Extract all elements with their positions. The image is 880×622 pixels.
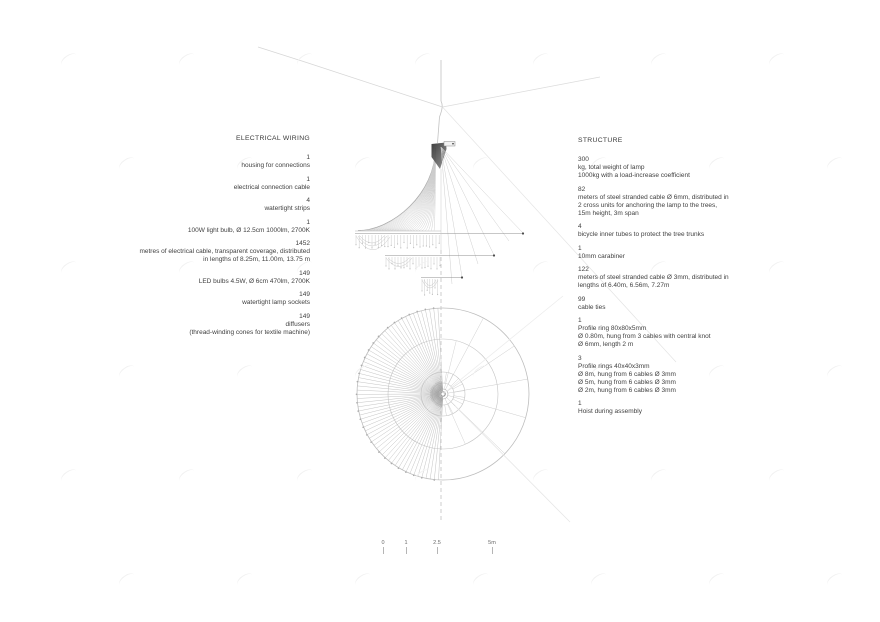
- spec-item: [578, 266, 808, 290]
- spec-line: meters of steel stranded cable Ø 6mm, distributed in: [578, 193, 729, 201]
- spec-line: diffusers: [285, 320, 310, 328]
- spec-line: cable ties: [578, 303, 606, 311]
- scale-tick-mark: [437, 547, 438, 554]
- spec-item: [110, 197, 310, 213]
- scale-tick: [422, 540, 452, 554]
- scale-tick: [391, 540, 421, 554]
- spec-item: [578, 400, 808, 416]
- spec-line: 100W light bulb, Ø 12.5cm 1000lm, 2700K: [187, 226, 310, 234]
- spec-line: Profile rings 40x40x3mm: [578, 362, 650, 370]
- spec-item: [578, 355, 808, 395]
- spec-item: [110, 154, 310, 170]
- scale-tick-label: 2.5: [433, 540, 441, 546]
- electrical-wiring-column: [110, 135, 310, 342]
- spec-line: Profile ring 80x80x5mm: [578, 325, 647, 332]
- spec-quantity: 149: [299, 291, 310, 298]
- spec-item: [110, 270, 310, 286]
- spec-item: [578, 223, 808, 239]
- scale-tick-mark: [383, 547, 384, 554]
- spec-line: Ø 5m, hung from 6 cables Ø 3mm: [578, 378, 676, 386]
- spec-line: meters of steel stranded cable Ø 3mm, distributed in: [578, 274, 729, 281]
- spec-line: housing for connections: [241, 162, 310, 169]
- spec-list-electrical: [110, 154, 310, 337]
- spec-line: Ø 8m, hung from 6 cables Ø 3mm: [578, 370, 676, 378]
- spec-quantity: 4: [578, 223, 582, 230]
- spec-quantity: 1452: [295, 240, 310, 247]
- spec-line: in lengths of 8.25m, 11.00m, 13.75 m: [203, 256, 310, 263]
- scale-tick-label: 5m: [488, 540, 496, 546]
- spec-quantity: 300: [578, 156, 589, 163]
- spec-line: LED bulbs 4.5W, Ø 6cm 470lm, 2700K: [198, 277, 310, 285]
- spec-line: Hoist during assembly: [578, 408, 642, 415]
- spec-item: [578, 245, 808, 261]
- spec-quantity: 1: [306, 175, 310, 183]
- spec-quantity: 122: [578, 266, 589, 273]
- spec-line: electrical connection cable: [233, 183, 310, 191]
- column-title-structure: STRUCTURE: [578, 137, 623, 144]
- spec-item: [110, 176, 310, 192]
- lamp-elevation-view: [355, 142, 524, 296]
- spec-quantity: 99: [578, 295, 586, 303]
- spec-quantity: 1: [578, 244, 582, 252]
- spec-line: bicycle inner tubes to protect the tree trunks: [578, 231, 705, 238]
- scale-tick-mark: [492, 547, 493, 554]
- lamp-plan-view: [356, 296, 570, 522]
- spec-line: 2 cross units for anchoring the lamp to the trees,: [578, 201, 718, 209]
- column-title-electrical: ELECTRICAL WIRING: [236, 135, 310, 142]
- spec-quantity: 1: [578, 317, 582, 324]
- spec-item: [578, 296, 808, 312]
- spec-item: [578, 186, 808, 218]
- spec-line: watertight strips: [264, 205, 310, 212]
- spec-line: Ø 2m, hung from 6 cables Ø 3mm: [578, 386, 676, 394]
- spec-quantity: 1: [578, 400, 582, 407]
- spec-quantity: 1: [306, 218, 310, 226]
- spec-item: [110, 313, 310, 337]
- spec-quantity: 1: [306, 154, 310, 161]
- spec-list-structure: [578, 156, 808, 416]
- spec-quantity: 3: [578, 354, 582, 362]
- spec-line: 1000kg with a load-increase coefficient: [578, 172, 690, 179]
- scale-tick-label: 1: [404, 540, 408, 546]
- scale-tick-mark: [406, 547, 407, 554]
- spec-quantity: 4: [306, 197, 310, 204]
- structure-column: [578, 137, 808, 422]
- scale-tick: [477, 540, 507, 554]
- spec-quantity: 149: [299, 269, 310, 277]
- spec-quantity: 149: [299, 312, 310, 320]
- spec-item: [110, 219, 310, 235]
- spec-item: [110, 240, 310, 264]
- spec-item: [578, 156, 808, 180]
- spec-line: kg, total weight of lamp: [578, 164, 645, 171]
- scale-tick-label: 0: [381, 540, 385, 546]
- spec-item: [578, 317, 808, 349]
- spec-line: 15m height, 3m span: [578, 209, 639, 217]
- spec-line: watertight lamp sockets: [242, 299, 310, 306]
- spec-line: metres of electrical cable, transparent coverage, distributed: [139, 248, 310, 255]
- spec-line: (thread-winding cones for textile machine): [189, 328, 310, 336]
- spec-line: lengths of 6.40m, 6.56m, 7.27m: [578, 282, 670, 289]
- spec-quantity: 82: [578, 185, 586, 193]
- spec-item: [110, 291, 310, 307]
- spec-line: Ø 6mm, length 2 m: [578, 341, 634, 348]
- spec-line: Ø 0.80m, hung from 3 cables with central knot: [578, 333, 711, 340]
- spec-line: 10mm carabiner: [578, 252, 625, 260]
